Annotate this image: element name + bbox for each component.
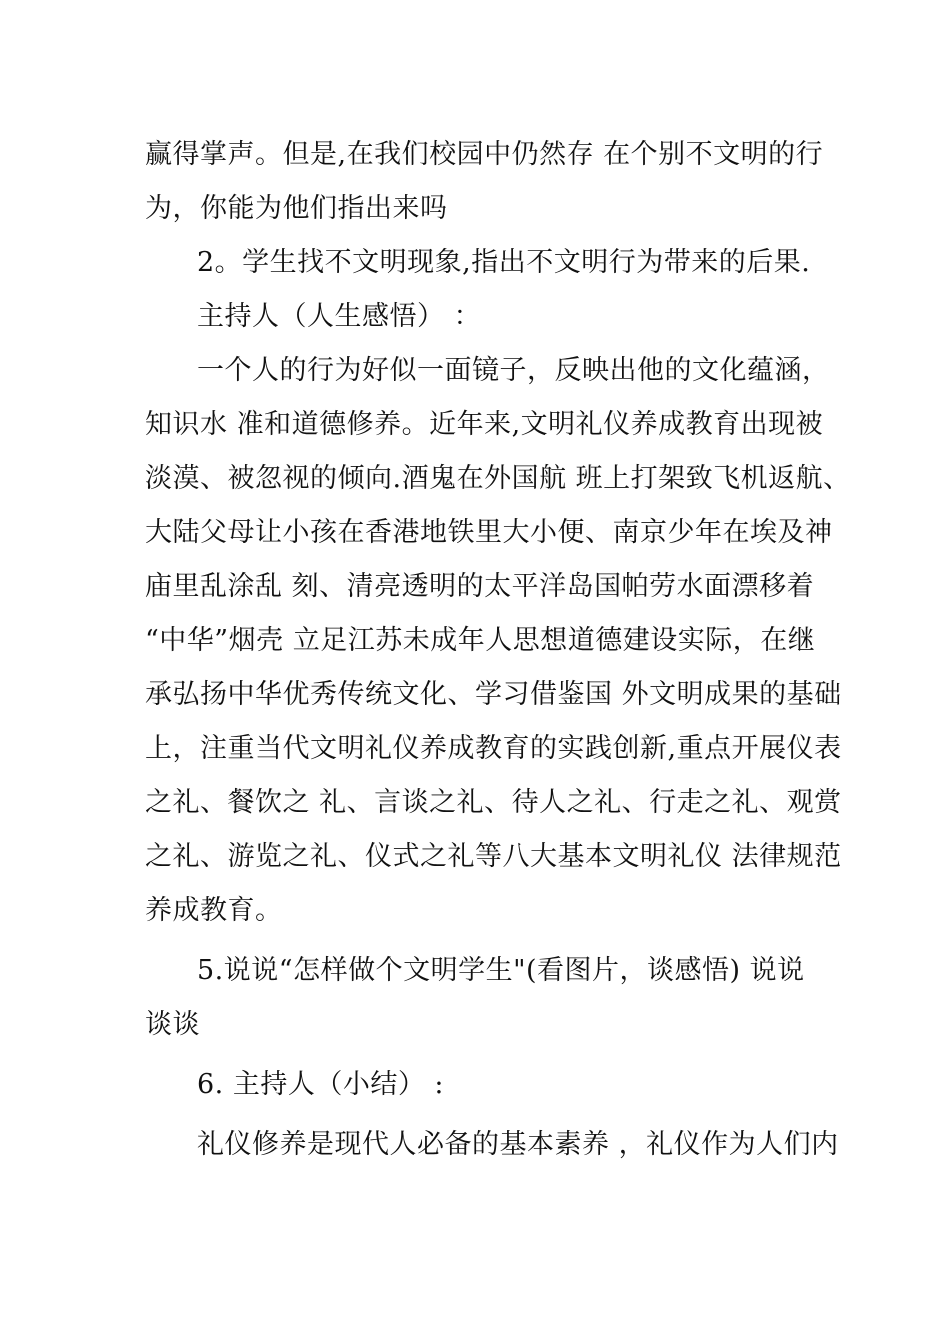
paragraph-line: 淡漠、被忽视的倾向.酒鬼在外国航 班上打架致飞机返航、 xyxy=(145,463,851,494)
paragraph-line: 谈谈 xyxy=(145,1009,200,1040)
paragraph-line: 养成教育。 xyxy=(145,895,283,926)
paragraph-line: 上，注重当代文明礼仪养成教育的实践创新,重点开展仪表 xyxy=(145,733,842,764)
host-insight-heading: 主持人（人生感悟） ： xyxy=(197,301,482,332)
paragraph-line: 赢得掌声。但是,在我们校园中仍然存 在个别不文明的行 xyxy=(145,139,824,170)
paragraph-line: 礼仪修养是现代人必备的基本素养 ，礼仪作为人们内 xyxy=(197,1129,839,1160)
step-2-heading: 2。学生找不文明现象,指出不文明行为带来的后果. xyxy=(197,247,811,278)
paragraph-line: 一个人的行为好似一面镜子，反映出他的文化蕴涵， xyxy=(197,355,830,386)
paragraph-line: 知识水 准和道德修养。近年来,文明礼仪养成教育出现被 xyxy=(145,409,824,440)
host-summary-heading: 6. 主持人（小结） : xyxy=(197,1069,445,1100)
paragraph-line: 大陆父母让小孩在香港地铁里大小便、南京少年在埃及神 xyxy=(145,517,833,548)
paragraph-line: 为，你能为他们指出来吗 xyxy=(145,193,448,224)
step-5-heading: 5.说说“怎样做个文明学生"(看图片，谈感悟) 说说 xyxy=(197,955,805,986)
paragraph-line: 承弘扬中华优秀传统文化、学习借鉴国 外文明成果的基础 xyxy=(145,679,842,710)
paragraph-line: 之礼、餐饮之 礼、言谈之礼、待人之礼、行走之礼、观赏 xyxy=(145,787,842,818)
paragraph-line: 庙里乱涂乱 刻、清亮透明的太平洋岛国帕劳水面漂移着 xyxy=(145,571,815,602)
paragraph-line: 之礼、游览之礼、仪式之礼等八大基本文明礼仪 法律规范 xyxy=(145,841,842,872)
paragraph-line: “中华”烟壳 立足江苏未成年人思想道德建设实际，在继 xyxy=(145,625,816,656)
document-body xyxy=(145,128,851,1172)
